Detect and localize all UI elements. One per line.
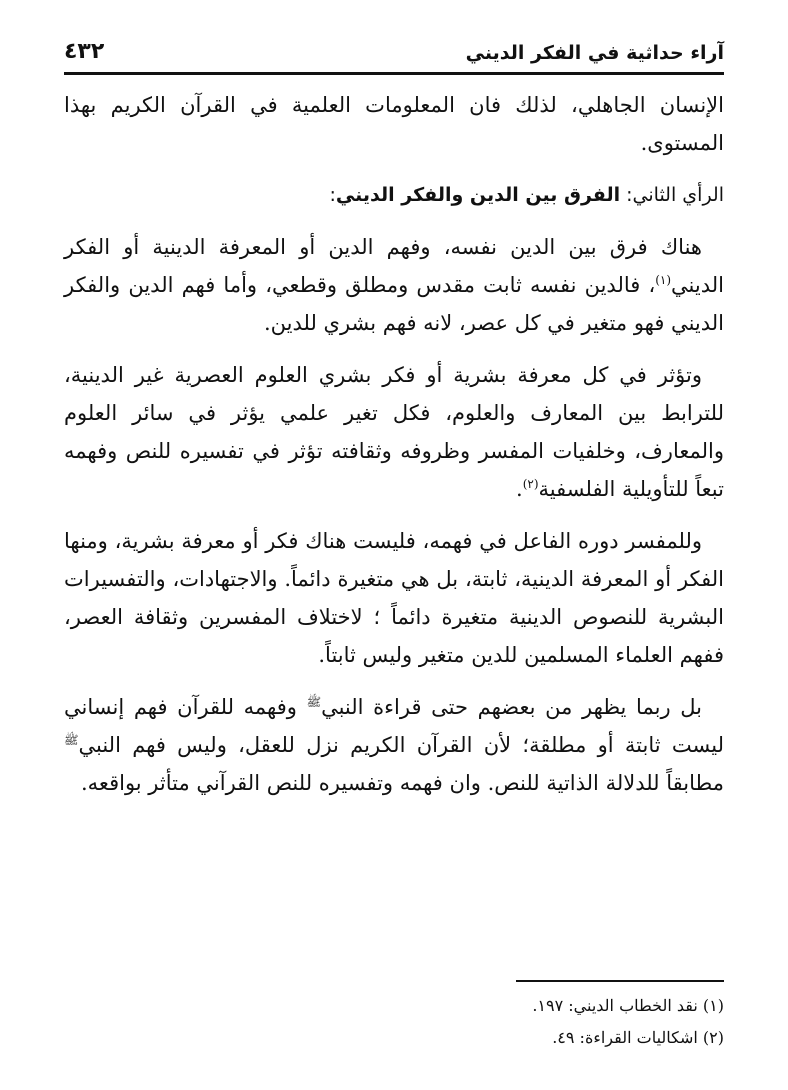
paragraph-intro: الإنسان الجاهلي، لذلك فان المعلومات العلمية في القرآن الكريم بهذا المستوى. — [64, 93, 724, 155]
paragraph-1-text-a: هناك فرق بين الدين نفسه، وفهم الدين أو المعرفة الدينية أو الفكر الديني — [64, 235, 724, 297]
footnote-2: (٢) اشكاليات القراءة: ٤٩. — [552, 1028, 724, 1047]
header-rule — [64, 72, 724, 75]
paragraph-2-text-a: وتؤثر في كل معرفة بشرية أو فكر بشري العلوم العصرية غير الدينية، للترابط بين المعارف والعلوم، فكل تغير علمي يؤثر في سائر العلوم والمعارف، وخلفيات المفسر وظروفه وثقافته تؤثر في تفسيره للنص وفهمه تبعاً للتأويلية الفلسفية — [64, 363, 724, 501]
footnote-1: (١) نقد الخطاب الديني: ١٩٧. — [532, 996, 724, 1015]
heading-prefix: الرأي الثاني: — [620, 184, 724, 206]
page-number: ٤٣٢ — [64, 39, 105, 64]
paragraph-3: وللمفسر دوره الفاعل في فهمه، فليست هناك فكر أو معرفة بشرية، ومنها الفكر أو المعرفة الدينية، ثابتة، بل هي متغيرة دائماً. والاجتهادات، والتفسيرات البشرية للنصوص الدينية متغيرة دائماً ؛ لاختلاف المفسرين وثقافة العصر، ففهم العلماء المسلمين للدين متغير وليس ثابتاً. — [64, 529, 724, 667]
footnotes — [64, 990, 724, 1054]
page-header — [64, 28, 724, 64]
paragraph-4-text-a: بل ربما يظهر من بعضهم حتى قراءة النبي — [321, 695, 702, 719]
paragraph-4 — [64, 688, 724, 802]
footnote-ref-2: (٢) — [522, 477, 539, 491]
section-heading — [64, 176, 724, 214]
pbuh-symbol-2: ﷺ — [64, 733, 79, 747]
heading-colon: : — [329, 184, 336, 206]
footnote-ref-1: (١) — [655, 273, 672, 287]
paragraph-4-text-b: وفهمه للقرآن فهم إنساني ليست ثابتة أو مطلقة؛ لأن القرآن الكريم نزل للعقل، وليس فهم النبي — [64, 695, 724, 757]
paragraph-4-text-c: مطابقاً للدلالة الذاتية للنص. وان فهمه وتفسيره للنص القرآني متأثر بواقعه. — [81, 771, 724, 795]
heading-title: الفرق بين الدين والفكر الديني — [335, 184, 621, 206]
body-text — [64, 86, 724, 816]
running-title: آراء حداثية في الفكر الديني — [465, 42, 724, 64]
paragraph-1 — [64, 228, 724, 342]
footnote-rule — [516, 980, 724, 982]
pbuh-symbol-1: ﷺ — [306, 695, 322, 709]
paragraph-2-text-b: . — [516, 477, 523, 501]
paragraph-2 — [64, 356, 724, 508]
paragraph-1-text-b: ، فالدين نفسه ثابت مقدس ومطلق وقطعي، وأما فهم الدين والفكر الديني فهو متغير في كل عصر، لانه فهم بشري للدين. — [64, 273, 724, 335]
